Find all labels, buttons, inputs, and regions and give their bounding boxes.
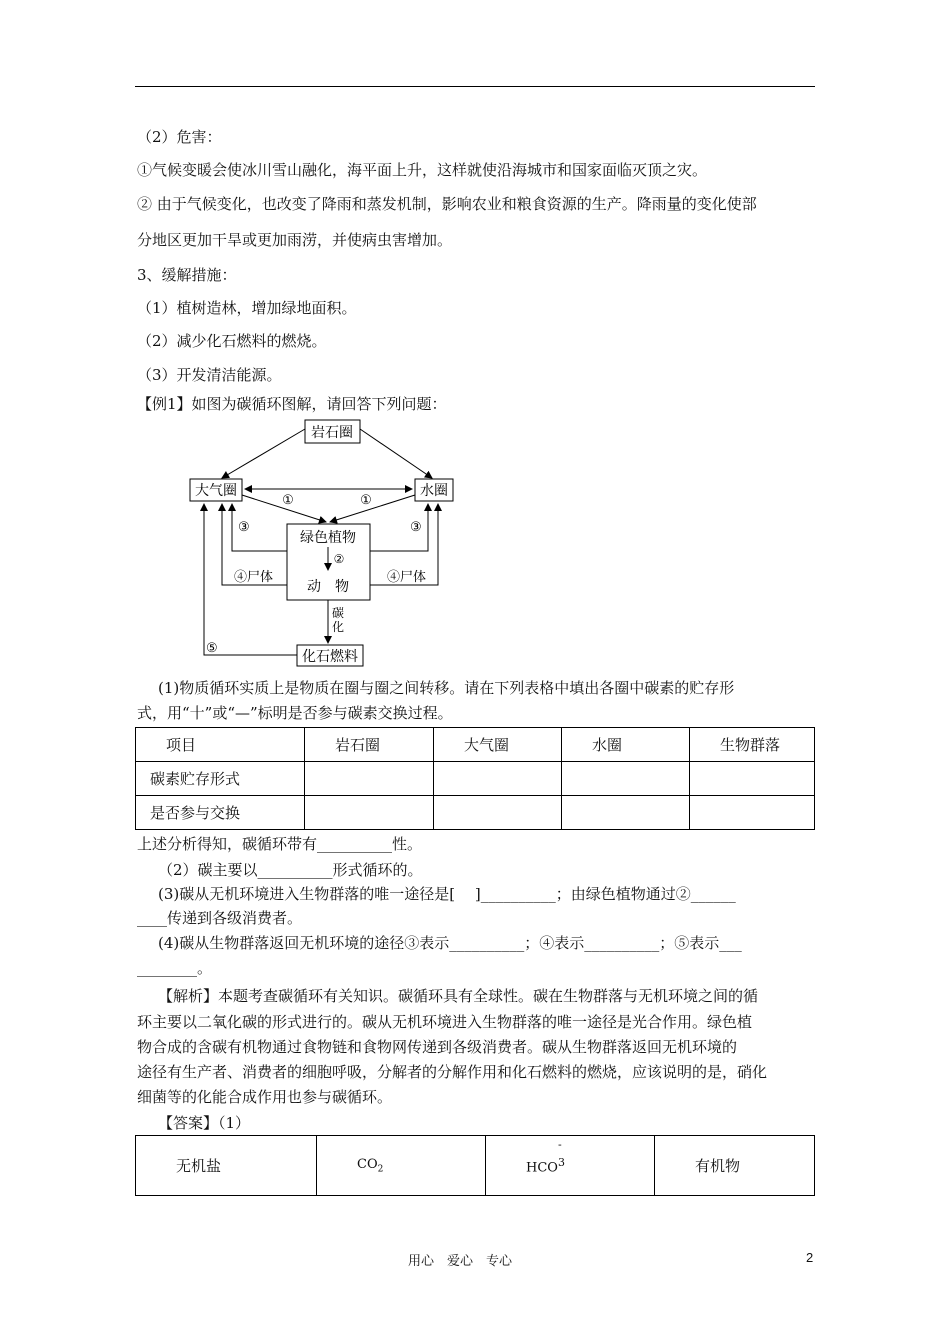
answer-cell: HCO$^3$ -: [486, 1136, 655, 1196]
text-line: （2）减少化石燃料的燃烧。: [137, 332, 327, 350]
answer-cell: 无机盐: [136, 1136, 317, 1196]
atmosphere-label: 大气圈: [195, 482, 237, 498]
text-line: （2）危害：: [137, 128, 222, 146]
label-3-left: ③: [238, 519, 250, 534]
blank-cell[interactable]: [562, 762, 690, 796]
answer-cell: 有机物: [655, 1136, 815, 1196]
text-line: 分地区更加干旱或更加雨涝，并使病虫害增加。: [137, 231, 453, 249]
blank-cell[interactable]: [305, 796, 434, 830]
text-line: （3）开发清洁能源。: [137, 366, 282, 384]
table-header: 大气圈: [434, 728, 562, 762]
header-rule: [135, 86, 815, 87]
label-1-left: ①: [282, 492, 294, 507]
label-2: ②: [333, 552, 345, 566]
answer-cell: $CO_2$: [317, 1136, 486, 1196]
animals-label: 动 物: [307, 578, 349, 594]
blank-cell[interactable]: [690, 762, 815, 796]
carbon-storage-table: [135, 727, 815, 830]
text-line: ② 由于气候变化，也改变了降雨和蒸发机制，影响农业和粮食资源的生产。降雨量的变化使部: [137, 195, 757, 213]
carbonize-char-2: 化: [332, 620, 345, 634]
hydrosphere-label: 水圈: [420, 482, 448, 498]
table-header: 岩石圈: [305, 728, 434, 762]
text-line: (4)碳从生物群落返回无机环境的途径③表示__________；④表示__________；⑤表示___: [158, 934, 742, 952]
text-line: （2）碳主要以__________形式循环的。: [158, 861, 423, 879]
text-line: 上述分析得知，碳循环带有__________性。: [137, 835, 423, 853]
answer-table: [135, 1135, 815, 1196]
text-line: 细菌等的化能合成作用也参与碳循环。: [137, 1088, 393, 1106]
carbon-cycle-diagram: [180, 415, 460, 670]
table-header: 项目: [136, 728, 305, 762]
text-line: 3、缓解措施：: [137, 266, 237, 284]
footer-motto: 用心 爱心 专心: [408, 1254, 513, 1269]
rock-sphere-label: 岩石圈: [311, 424, 353, 440]
green-plants-label: 绿色植物: [300, 529, 356, 545]
label-4-left: ④尸体: [234, 569, 274, 584]
blank-cell[interactable]: [305, 762, 434, 796]
text-line: ________。: [137, 959, 213, 977]
table-header: 水圈: [562, 728, 690, 762]
example-heading: 【例1】如图为碳循环图解，请回答下列问题：: [137, 395, 447, 413]
text-line: (1)物质循环实质上是物质在圈与圈之间转移。请在下列表格中填出各圈中碳素的贮存形: [158, 679, 735, 697]
label-5: ⑤: [206, 640, 218, 655]
text-line: ____传递到各级消费者。: [137, 909, 303, 927]
blank-cell[interactable]: [434, 796, 562, 830]
label-1-right: ①: [360, 492, 372, 507]
text-line: 途径有生产者、消费者的细胞呼吸，分解者的分解作用和化石燃料的燃烧，应该说明的是，硝化: [137, 1063, 768, 1081]
text-line: 【解析】本题考查碳循环有关知识。碳循环具有全球性。碳在生物群落与无机环境之间的循: [158, 987, 759, 1005]
blank-cell[interactable]: [434, 762, 562, 796]
carbonize-char-1: 碳: [332, 606, 345, 620]
fossil-fuel-label: 化石燃料: [302, 648, 358, 664]
blank-cell[interactable]: [690, 796, 815, 830]
table-row-label: 是否参与交换: [136, 796, 305, 830]
table-header: 生物群落: [690, 728, 815, 762]
text-line: 物合成的含碳有机物通过食物链和食物网传递到各级消费者。碳从生物群落返回无机环境的: [137, 1038, 738, 1056]
table-row-label: 碳素贮存形式: [136, 762, 305, 796]
text-line: （1）植树造林，增加绿地面积。: [137, 299, 357, 317]
label-3-right: ③: [410, 519, 422, 534]
text-line: (3)碳从无机环境进入生物群落的唯一途径是[ ]__________；由绿色植物通过②______: [158, 885, 736, 903]
page-number: 2: [806, 1250, 814, 1265]
blank-cell[interactable]: [562, 796, 690, 830]
answer-heading: 【答案】（1）: [158, 1114, 251, 1132]
label-4-right: ④尸体: [387, 569, 427, 584]
text-line: ①气候变暖会使冰川雪山融化，海平面上升，这样就使沿海城市和国家面临灭顶之灾。: [137, 161, 708, 179]
text-line: 式，用“十”或“—”标明是否参与碳素交换过程。: [137, 704, 453, 722]
text-line: 环主要以二氧化碳的形式进行的。碳从无机环境进入生物群落的唯一途径是光合作用。绿色植: [137, 1013, 753, 1031]
